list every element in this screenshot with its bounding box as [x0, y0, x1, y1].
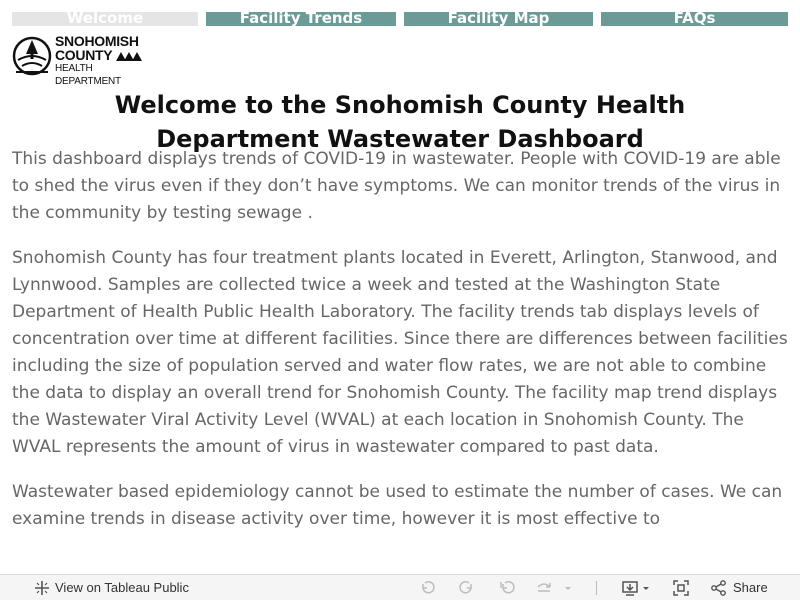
- tab-faqs[interactable]: [601, 9, 788, 27]
- epidemiology-paragraph: Wastewater based epidemiology cannot be used to estimate the number of cases. We can examine trends in disease activity over time, however it is most effective to: [12, 482, 783, 529]
- logo-line-1: SNOHOMISH: [55, 33, 139, 49]
- fullscreen-icon[interactable]: [672, 579, 690, 597]
- dashboard-tabs: [0, 0, 800, 26]
- tableau-logo-icon: [33, 579, 51, 597]
- logo-line-3: HEALTH DEPARTMENT: [55, 63, 121, 87]
- toolbar-separator: [596, 581, 597, 595]
- share-button[interactable]: Share: [733, 580, 768, 595]
- county-seal-icon: [12, 34, 52, 78]
- intro-paragraph: This dashboard displays trends of COVID-19 in wastewater. People with COVID-19 are able to shed the virus even if they don’t have symptoms. We can monitor trends of the virus in the community by testing sewage .: [12, 149, 781, 223]
- view-on-tableau-link[interactable]: View on Tableau Public: [55, 580, 189, 595]
- download-dropdown-icon[interactable]: [640, 579, 652, 597]
- revert-icon[interactable]: [498, 579, 516, 597]
- tableau-toolbar: [0, 574, 800, 600]
- description-text-area: [12, 146, 792, 572]
- title-container: [0, 88, 800, 153]
- refresh-dropdown-icon[interactable]: [562, 579, 574, 597]
- download-icon[interactable]: [621, 579, 639, 597]
- treatment-plants-paragraph: Snohomish County has four treatment plants located in Everett, Arlington, Stanwood, and Lynnwood. Samples are collected twice a week and tested at the Washington State Department of Health Public Health Laboratory. The facility trends tab displays levels of concentration over time at different facilities. Since there are differences between facilities including the size of population served and water flow rates, we are not able to combine the data to display an overall trend for Snohomish County. The facility map trend displays the Wastewater Viral Activity Level (WVAL) at each location in Snohomish County. The WVAL represents the amount of virus in wastewater compared to past data.: [12, 248, 788, 457]
- tab-faqs-label: FAQs: [673, 9, 716, 27]
- tab-facility-map[interactable]: [404, 9, 593, 27]
- tab-welcome[interactable]: [12, 9, 198, 27]
- tab-facility-trends-label: Facility Trends: [239, 9, 363, 27]
- tab-facility-trends[interactable]: [206, 9, 396, 27]
- undo-icon[interactable]: [418, 579, 436, 597]
- logo-line-2-text: COUNTY: [55, 47, 113, 63]
- logo-line-2: [55, 48, 157, 62]
- logo-text: [55, 34, 157, 88]
- share-icon[interactable]: [710, 579, 728, 597]
- health-department-logo: [12, 33, 157, 87]
- mountains-icon: [116, 51, 142, 61]
- redo-icon[interactable]: [458, 579, 476, 597]
- tab-facility-map-label: Facility Map: [447, 9, 550, 27]
- page-title: Welcome to the Snohomish County Health Department Wastewater Dashboard: [114, 91, 686, 153]
- refresh-icon[interactable]: [535, 579, 553, 597]
- tab-welcome-label: Welcome: [66, 9, 144, 27]
